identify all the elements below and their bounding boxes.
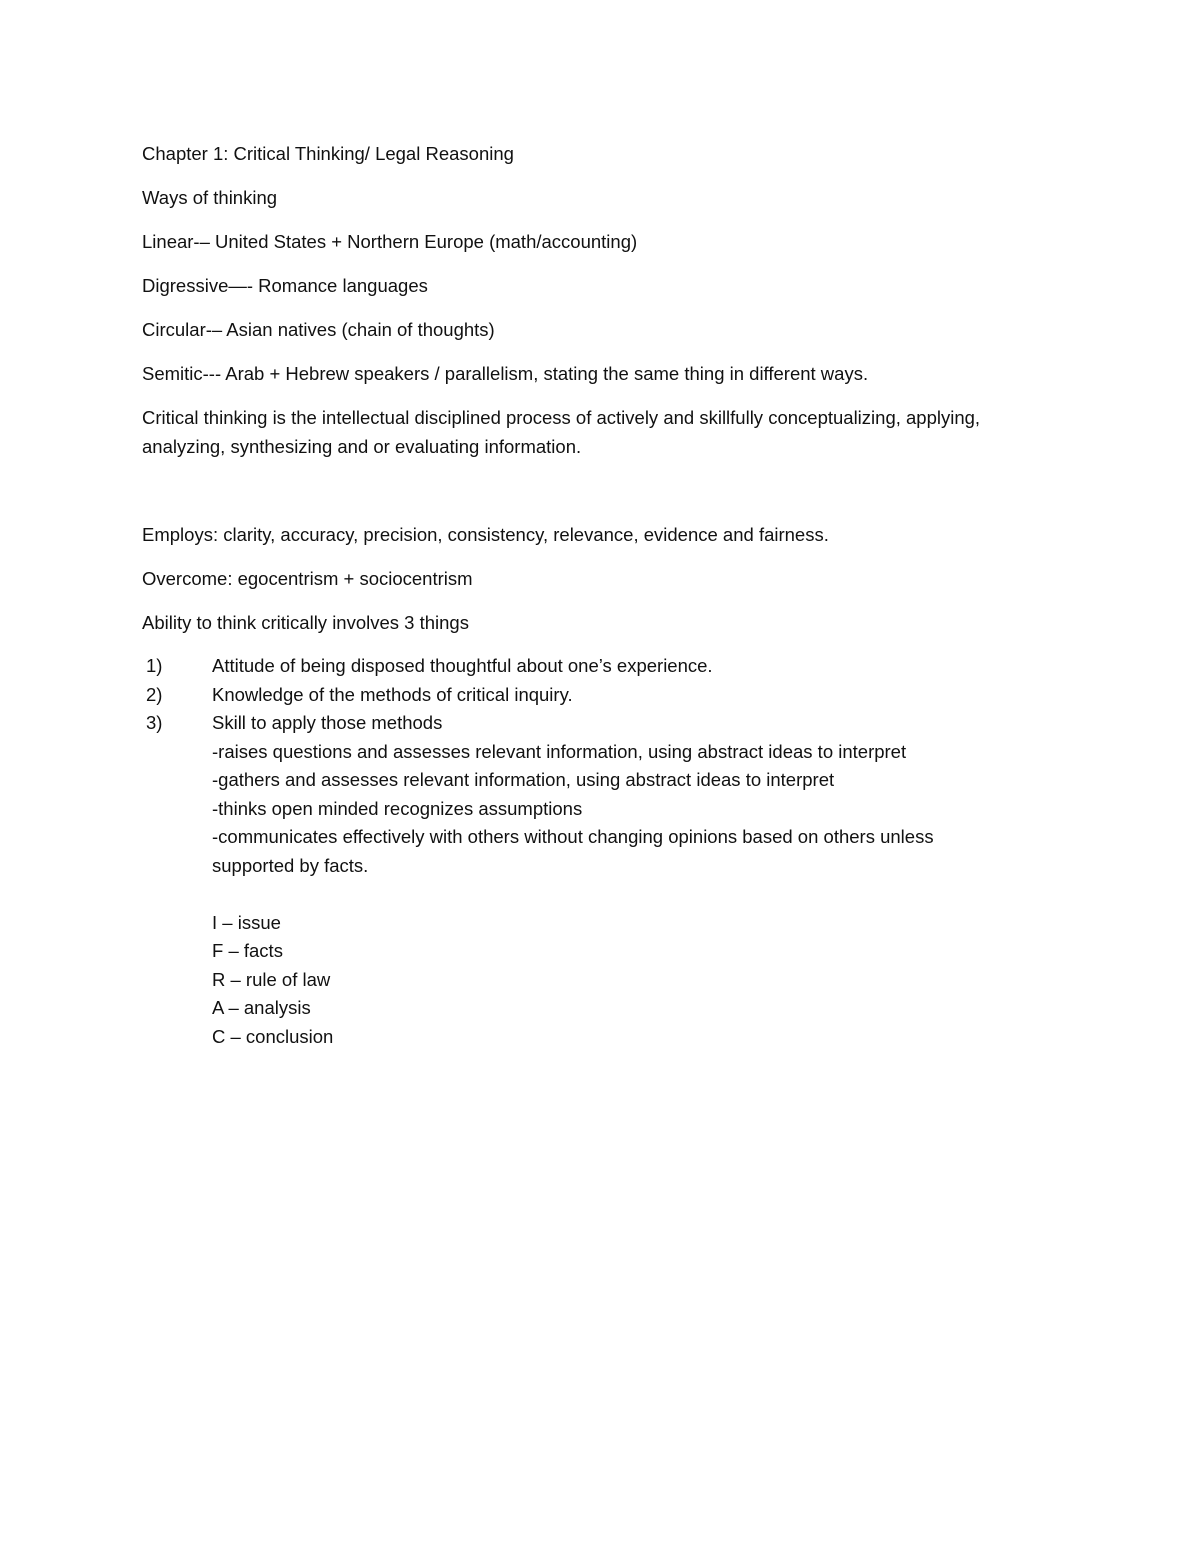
way-circular: Circular-– Asian natives (chain of thoughts) xyxy=(142,319,495,340)
ifrac-item-issue: I – issue xyxy=(212,911,281,933)
list-item-text: Attitude of being disposed thoughtful about one’s experience. xyxy=(212,655,713,676)
list-number: 2) xyxy=(146,683,163,705)
list-number: 3) xyxy=(146,712,163,733)
skill-detail: -raises questions and assesses relevant information, using abstract ideas to interpret xyxy=(212,740,907,762)
definition-line: Critical thinking is the intellectual disciplined process of actively and skillfully conceptualizing, applying, xyxy=(142,407,981,428)
list-item-body xyxy=(212,709,1062,1051)
blank-spacer xyxy=(142,477,1062,521)
ability-heading: Ability to think critically involves 3 things xyxy=(142,611,469,633)
document-page xyxy=(142,140,1062,1051)
ifrac-item-rule: R – rule of law xyxy=(212,968,331,990)
list-item xyxy=(142,652,1062,681)
way-linear: Linear-– United States + Northern Europe (math/accounting) xyxy=(142,231,638,252)
ifrac-item-facts: F – facts xyxy=(212,940,283,961)
blank-line xyxy=(212,880,1062,909)
definition-line: analyzing, synthesizing and or evaluating information. xyxy=(142,435,582,457)
numbered-list xyxy=(142,652,1062,1051)
document-title: Chapter 1: Critical Thinking/ Legal Reasoning xyxy=(142,143,514,164)
list-item xyxy=(142,709,1062,1051)
skill-detail: -thinks open minded recognizes assumptions xyxy=(212,797,583,819)
list-item xyxy=(142,681,1062,710)
ifrac-item-analysis: A – analysis xyxy=(212,997,311,1018)
overcome-line: Overcome: egocentrism + sociocentrism xyxy=(142,567,473,589)
list-item-text: Skill to apply those methods xyxy=(212,712,443,733)
ifrac-item-conclusion: C – conclusion xyxy=(212,1025,334,1047)
skill-detail: supported by facts. xyxy=(212,854,369,876)
way-semitic: Semitic--- Arab + Hebrew speakers / parallelism, stating the same thing in different ways. xyxy=(142,363,869,384)
list-number: 1) xyxy=(146,655,163,676)
ways-heading: Ways of thinking xyxy=(142,187,278,208)
list-item-text: Knowledge of the methods of critical inquiry. xyxy=(212,683,573,705)
skill-detail: -communicates effectively with others without changing opinions based on others unless xyxy=(212,826,934,847)
skill-detail: -gathers and assesses relevant information, using abstract ideas to interpret xyxy=(212,769,835,790)
way-digressive: Digressive—- Romance languages xyxy=(142,275,428,296)
definition-paragraph xyxy=(142,404,1062,461)
employs-line: Employs: clarity, accuracy, precision, consistency, relevance, evidence and fairness. xyxy=(142,523,829,545)
